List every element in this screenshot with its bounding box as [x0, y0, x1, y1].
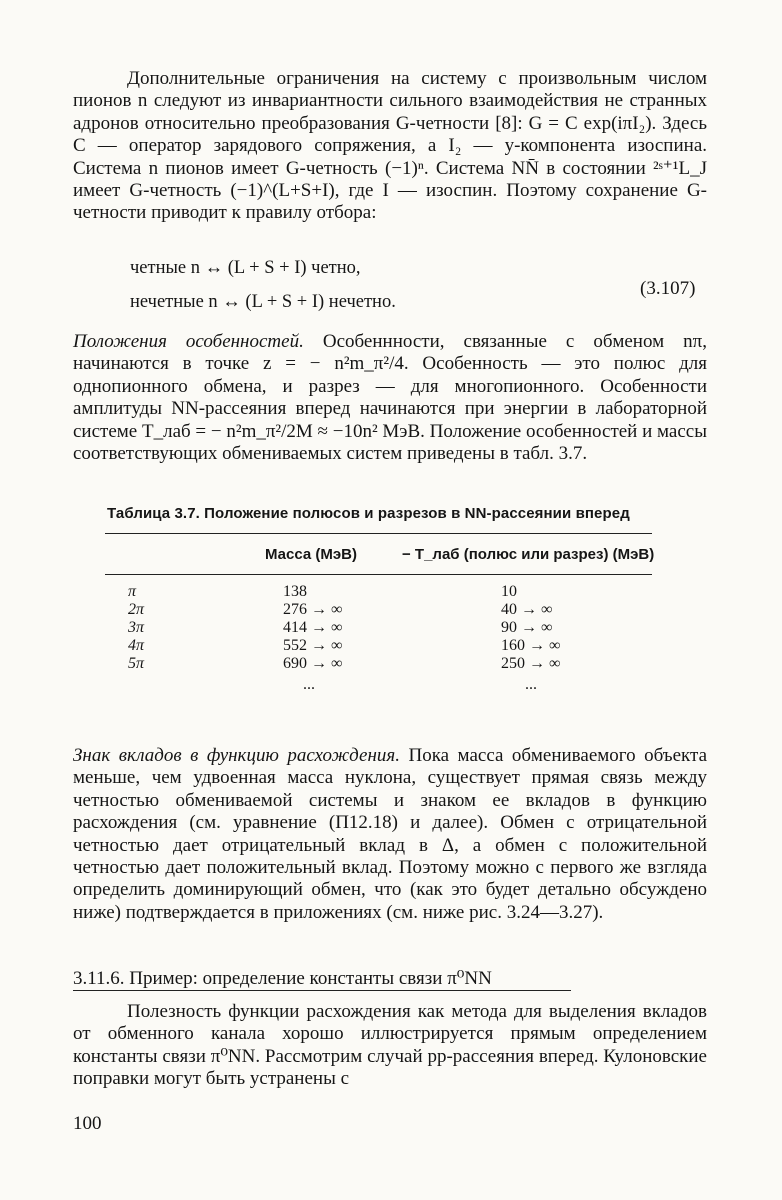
- section-heading: 3.11.6. Пример: определение константы связи π⁰NN: [73, 968, 492, 989]
- cell-tlab: 40 → ∞: [501, 601, 553, 618]
- paragraph-sign-of-contributions: [73, 745, 707, 924]
- equation-line-even: четные n ↔ (L + S + I) четно,: [130, 258, 361, 278]
- cell-mass: 138: [283, 583, 307, 600]
- cell-tlab: 90 → ∞: [501, 619, 553, 636]
- cell-tlab: ...: [525, 676, 537, 693]
- table-top-rule: [105, 533, 652, 534]
- cell-tlab: 250 → ∞: [501, 655, 561, 672]
- paragraph-singularities: [73, 331, 707, 465]
- cell-mass: 552 → ∞: [283, 637, 343, 654]
- paragraph-sign-body: Пока масса обмениваемого объекта меньше, чем удвоенная масса нуклона, существует прямая связь между четностью обмениваемой системы и знаком ее вкладов в функцию расхождения (см. уравнение (П12.18) и далее). Обмен с отрицательной четностью дает отрицательный вклад в Δ, а обмен с положительной четностью дает положительный вклад. Поэтому можно с первого же взгляда определить доминирующий обмен, что (как это будет детально обсуждено ниже) подтверждается в приложениях (см. ниже рис. 3.24—3.27).: [73, 745, 708, 923]
- equation-line-odd: нечетные n ↔ (L + S + I) нечетно.: [130, 292, 396, 312]
- paragraph-sign-title: Знак вкладов в функцию расхождения.: [73, 745, 400, 766]
- cell-mass: ...: [303, 676, 315, 693]
- table-caption: Таблица 3.7. Положение полюсов и разрезов в NN-рассеянии вперед: [107, 505, 630, 522]
- cell-exchange: 5π: [128, 655, 145, 672]
- cell-exchange: π: [128, 583, 137, 600]
- equation-number: (3.107): [640, 278, 696, 299]
- section-heading-underline: [73, 990, 571, 991]
- page-number: 100: [73, 1113, 102, 1134]
- cell-exchange: 4π: [128, 637, 145, 654]
- paragraph-singularities-title: Положения особенностей.: [73, 331, 304, 352]
- paragraph-coupling-constant: Полезность функции расхождения как метода для выделения вкладов от обменного канала хорошо иллюстрируется прямым определением константы связи π⁰NN. Рассмотрим случай pp-рассеяния вперед. Кулоновские поправки могут быть устранены с: [73, 1001, 707, 1090]
- paragraph-g-parity: Дополнительные ограничения на систему с произвольным числом пионов n следуют из инвариантности сильного взаимодействия не странных адронов относительно преобразования G-четности [8]: G = C exp(iπI₂). Здесь C — оператор зарядового сопряжения, а I₂ — y-компонента изоспина. Система n пионов имеет G-четность (−1)ⁿ. Система NN̄ в состоянии ²ˢ⁺¹L_J имеет G-четность (−1)^(L+S+I), где I — изоспин. Поэтому сохранение G-четности приводит к правилу отбора:: [73, 68, 707, 224]
- cell-tlab: 160 → ∞: [501, 637, 561, 654]
- table-header-mass: Масса (МэВ): [265, 546, 357, 563]
- cell-mass: 414 → ∞: [283, 619, 343, 636]
- cell-mass: 690 → ∞: [283, 655, 343, 672]
- cell-tlab: 10: [501, 583, 517, 600]
- table-header-rule: [105, 574, 652, 575]
- paragraph-singularities-body: Особеннности, связанные с обменом nπ, начинаются в точке z = − n²m_π²/4. Особенность — это полюс для однопионного обмена, и разрез — для многопионного. Особенности амплитуды NN-рассеяния вперед начинаются при энергии в лабораторной системе T_лаб = − n²m_π²/2M ≈ −10n² МэВ. Положение особенностей и массы соответствующих обмениваемых систем приведены в табл. 3.7.: [73, 331, 708, 465]
- cell-exchange: 3π: [128, 619, 145, 636]
- cell-mass: 276 → ∞: [283, 601, 343, 618]
- table-header-tlab: − T_лаб (полюс или разрез) (МэВ): [402, 546, 655, 563]
- cell-exchange: 2π: [128, 601, 145, 618]
